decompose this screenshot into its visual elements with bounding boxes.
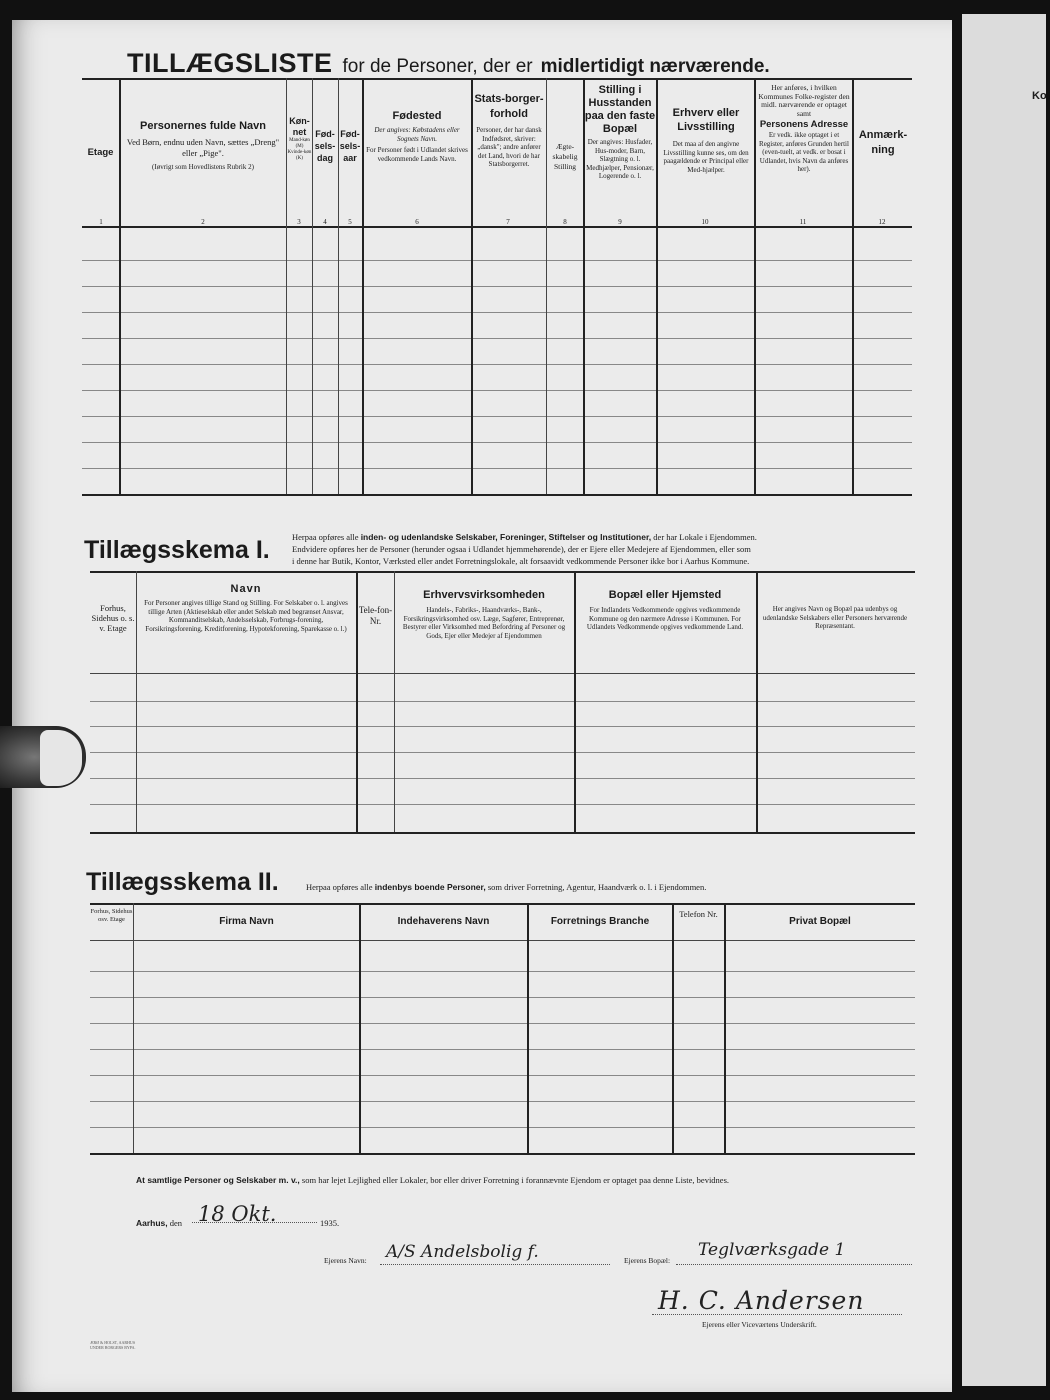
- date-handwritten: 18 Okt.: [198, 1202, 277, 1226]
- bopael-handwritten: Teglværksgade 1: [698, 1240, 846, 1260]
- t1-num-9: 9: [618, 218, 622, 226]
- s2-col-firma: Firma Navn: [219, 916, 274, 927]
- signature-handwritten: H. C. Andersen: [658, 1286, 865, 1315]
- main-title-bold: TILLÆGSLISTE: [127, 48, 333, 78]
- t1-num-1: 1: [99, 218, 103, 226]
- s2-col-privat-bopael: Privat Bopæl: [789, 916, 851, 927]
- s2-col-indehaver: Indehaverens Navn: [397, 916, 490, 927]
- t1-col-stilling: Stilling i Husstanden paa den faste Bopæl Der angives: Husfader, Hus-moder, Barn, Slægtning o. l. Medhjælper, Pensionær, Logerende o. l.: [584, 84, 656, 180]
- t1-col-etage: Etage: [87, 147, 114, 158]
- main-title-rest-bold: midlertidigt nærværende.: [540, 56, 770, 77]
- t1-col-statsborger: Stats-borger-forhold Personer, der har dansk Indfødsret, skriver: „dansk"; andre anfører det Land, hvori de har Statsborgerret.: [474, 93, 544, 168]
- t1-col-fodested: Fødested Der angives: Købstadens eller Sognets Navn. For Personer født i Udlandet skrives vedkommende Lands Navn.: [366, 110, 468, 163]
- t1-col-erhverv: Erhverv eller Livsstilling Det maa af den angivne Livsstilling kunne ses, om den paagældende er Principal eller Med-hjælper.: [663, 107, 749, 174]
- t1-num-2: 2: [201, 218, 205, 226]
- owner-handwritten: A/S Andelsbolig f.: [386, 1242, 539, 1262]
- t1-col-adresse: Her anføres, i hvilken Kommunes Folke-register den midl. nærværende er optaget samt Personens Adresse Er vedk. ikke optaget i et Register, anføres Grunden hertil (even-tuelt, at vedk. er bosat i Udlandet, hvis Navn da anføres her).: [758, 83, 850, 173]
- s1-col-repraesentant: Her angives Navn og Bopæl paa udenbys og udenlandske Selskabers eller Personers herværende Repræsentant.: [762, 605, 908, 630]
- printer-mark: ÆRØ & HOLST, AARHUS UNDER BORGERS BYPA.: [90, 1340, 136, 1350]
- t1-num-7: 7: [506, 218, 510, 226]
- schema1-title: Tillægsskema I.: [84, 536, 270, 564]
- main-title: [127, 48, 947, 79]
- t1-num-10: 10: [701, 218, 709, 226]
- s1-col-telefon: Tele-fon-Nr.: [358, 605, 393, 626]
- schema2-description: Herpaa opføres alle indenbys boende Personer, som driver Forretning, Agentur, Haandværk o. l. i Ejendommen.: [306, 882, 707, 892]
- t1-col-fodselsdag: Fød-sels-dag: [314, 129, 336, 163]
- footer-year: 1935.: [320, 1218, 340, 1228]
- owner-label: Ejerens Navn:: [324, 1256, 367, 1265]
- t1-col-kon: Køn-net Mand-køn (M) Kvinde-køn (K): [287, 116, 312, 161]
- t1-num-12: 12: [878, 218, 886, 226]
- adjacent-page: [962, 14, 1046, 1386]
- t1-num-3: 3: [297, 218, 301, 226]
- s1-col-erhverv: Erhvervsvirksomheden Handels-, Fabriks-, Haandværks-, Bank-, Forsikringsvirksomhed osv. Læge, Sagfører, Entreprenør, Bestyrer eller Virksomhed med Befordring af Personer og Gods, Ejer eller Medejer af Ejendommen: [402, 589, 566, 640]
- t1-col-navn: Personernes fulde Navn Ved Børn, endnu uden Navn, sættes „Dreng" eller „Pige". (Iøvrigt som Hovedlistens Rubrik 2): [126, 120, 280, 171]
- t1-num-6: 6: [415, 218, 419, 226]
- t1-num-5: 5: [348, 218, 352, 226]
- s1-col-etage: Forhus, Sidehus o. s. v. Etage: [91, 603, 135, 633]
- t1-col-fodselsaar: Fød-sels-aar: [339, 129, 361, 163]
- footer-statement: At samtlige Personer og Selskaber m. v., som har lejet Lejlighed eller Lokaler, bor eller driver Forretning i forannævnte Ejendom er optaget paa denne Liste, bevidnes.: [136, 1175, 730, 1185]
- schema2-title: Tillægsskema II.: [86, 868, 279, 896]
- s1-col-navn: Navn For Personer angives tillige Stand og Stilling. For Selskaber o. l. angives tillige Arten (Aktieselskab eller andet Selskab med begrænset Ansvar, Kommanditselskab, Andelsselskab, Forbrugs-forening, Forsikringsforening, Kreditforening, Hypotekforening, Sparekasse o. l.): [144, 583, 348, 633]
- main-title-rest: for de Personer, der er: [342, 56, 533, 77]
- s2-col-telefon: Telefon Nr.: [679, 909, 718, 919]
- footer-date-line: Aarhus, den: [136, 1218, 183, 1228]
- s1-col-bopael: Bopæl eller Hjemsted For Indlandets Vedkommende opgives vedkommende Kommune og den nærmere Adresse i Kommunen. For Udlandets Vedkommende opgives vedkommende Land.: [586, 589, 744, 631]
- t1-num-8: 8: [563, 218, 567, 226]
- signature-label: Ejerens eller Viceværtens Underskrift.: [702, 1320, 817, 1329]
- t1-col-anmaerkning: Anmærk-ning: [858, 129, 908, 156]
- adjacent-page-text: Ko: [1032, 90, 1047, 102]
- bopael-label: Ejerens Bopæl:: [624, 1256, 671, 1265]
- t1-num-11: 11: [799, 218, 807, 226]
- t1-num-4: 4: [323, 218, 327, 226]
- thumb-nail: [40, 730, 82, 786]
- document-page: [12, 20, 952, 1392]
- s2-col-etage: Forhus, Sidehus osv. Etage: [90, 908, 133, 923]
- t1-col-aegteskab: Ægte-skabelig Stilling: [552, 142, 578, 171]
- schema1-description: Herpaa opføres alle inden- og udenlandske Selskaber, Foreninger, Stiftelser og Institutioner, der har Lokale i Ejendommen. Endvidere opføres her de Personer (herunder ogsaa i Udlandet hjemmehørende), der er Ejere eller Medejere af Ejendommen, eller som i denne har Butik, Kontor, Værksted eller andet Forretningslokale, alt forsaavidt vedkommende Personer ikke bor i Aarhus Kommune.: [292, 532, 757, 566]
- s2-col-branche: Forretnings Branche: [550, 916, 650, 927]
